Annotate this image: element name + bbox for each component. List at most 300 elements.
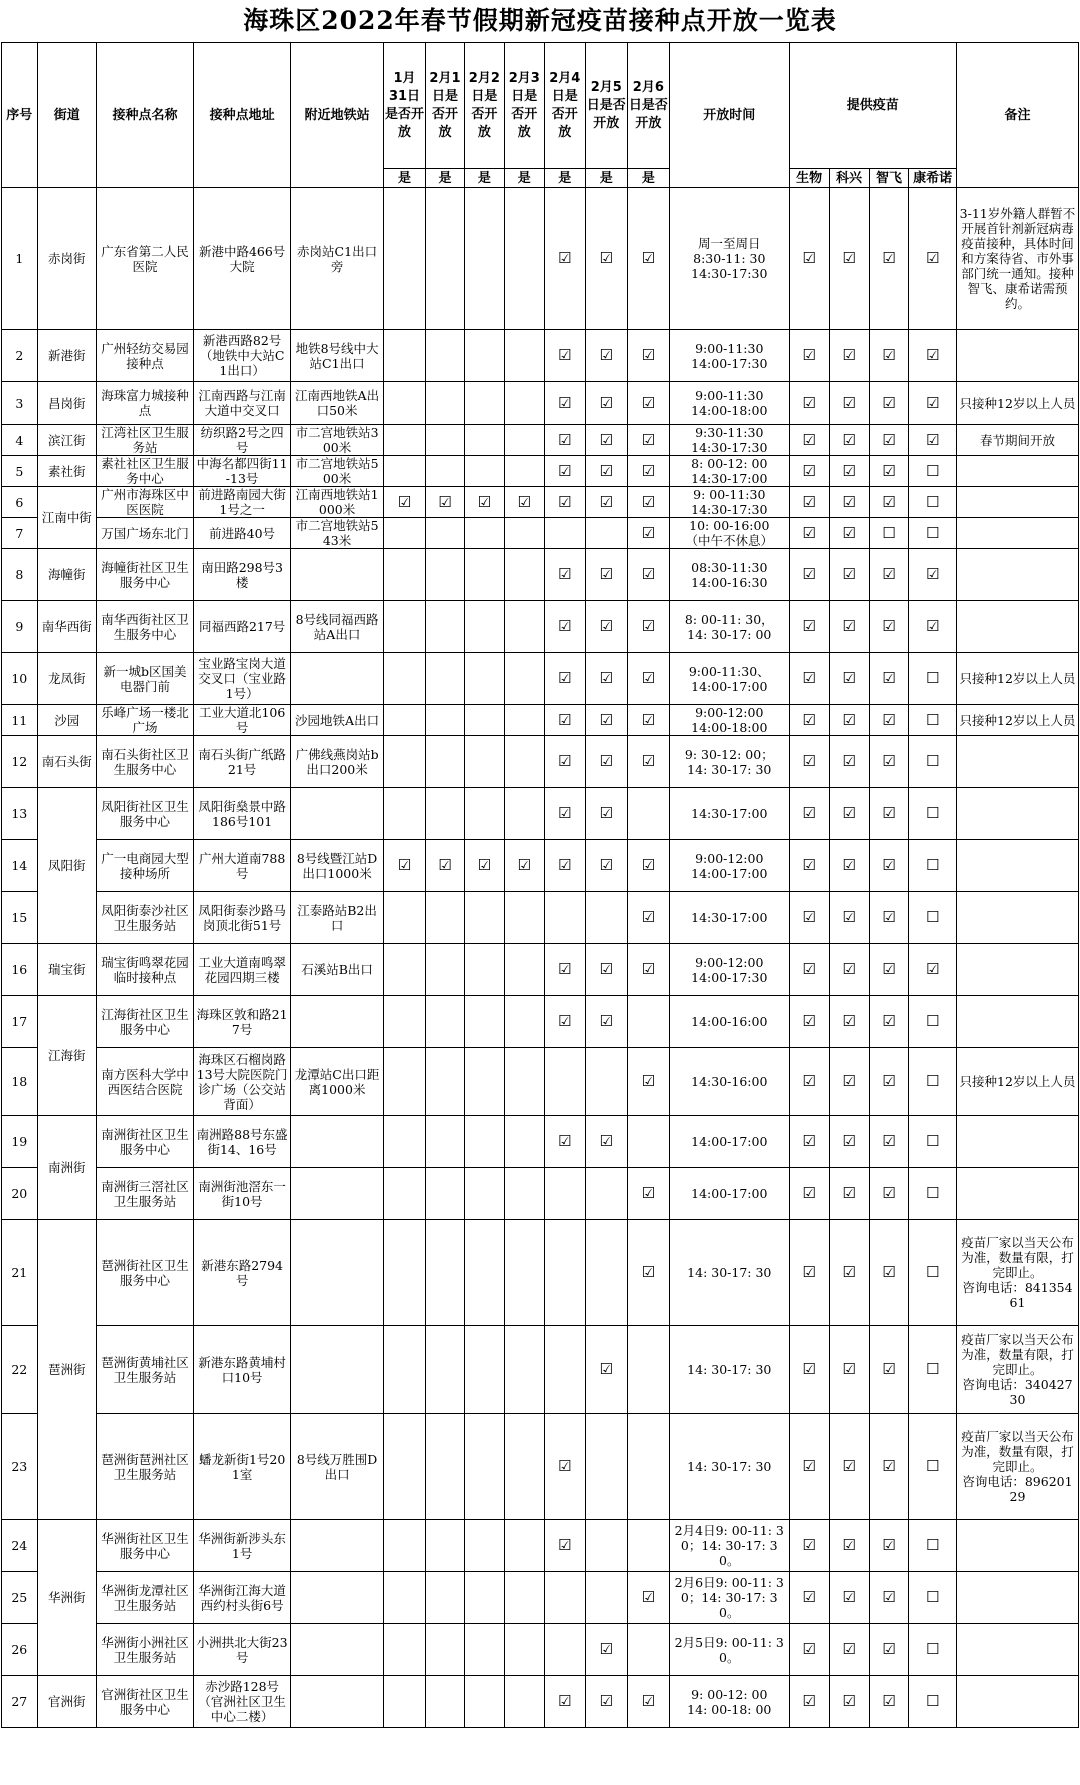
vaccine-cell <box>829 996 869 1048</box>
vaccine-cell <box>869 382 909 425</box>
row-metro <box>291 1326 384 1414</box>
date-open-cell <box>504 653 544 705</box>
remark-line: 春节期间开放 <box>979 432 1055 448</box>
date-open-cell <box>627 892 669 944</box>
checked-box-icon: ☑ <box>842 1536 856 1554</box>
vaccine-cell <box>909 1168 956 1220</box>
hours-line: 14:30-17:30 <box>691 502 768 517</box>
date-open-cell <box>383 601 425 653</box>
date-open-cell <box>464 518 504 549</box>
vaccine-cell <box>829 487 869 518</box>
row-site-name: 广州轻纺交易园接种点 <box>96 330 193 382</box>
vaccine-cell <box>789 705 829 736</box>
header-yes: 是 <box>426 169 465 188</box>
remark-line: 3-11岁外籍人群暂不开展首针剂新冠病毒疫苗接种，具体时间和方案待省、市外事部门统一通知。接种智飞、康希诺需预约。 <box>959 206 1076 311</box>
row-street: 江海街 <box>37 996 96 1116</box>
vaccine-cell <box>869 736 909 788</box>
date-open-cell <box>464 1624 504 1676</box>
checked-box-icon: ☑ <box>882 617 896 635</box>
table-row <box>2 549 1079 601</box>
date-open-cell <box>544 892 585 944</box>
checked-box-icon: ☑ <box>842 1132 856 1150</box>
date-open-cell <box>426 1572 465 1624</box>
row-remark <box>956 330 1078 382</box>
vaccine-cell <box>829 518 869 549</box>
header-yes: 是 <box>504 169 544 188</box>
row-hours <box>669 705 789 736</box>
row-metro: 市二宫地铁站543米 <box>291 518 384 549</box>
table-row <box>2 518 1079 549</box>
checked-box-icon: ☑ <box>558 1536 572 1554</box>
checked-box-icon: ☑ <box>802 960 816 978</box>
row-hours <box>669 1326 789 1414</box>
date-open-cell <box>464 1048 504 1116</box>
date-open-cell <box>426 382 465 425</box>
row-street: 华洲街 <box>37 1520 96 1676</box>
vaccine-cell <box>829 188 869 330</box>
date-open-cell <box>426 1414 465 1520</box>
row-remark <box>956 788 1078 840</box>
date-open-cell <box>544 944 585 996</box>
row-hours <box>669 1116 789 1168</box>
row-site-name: 华洲街龙潭社区卫生服务站 <box>96 1572 193 1624</box>
checked-box-icon: ☑ <box>882 346 896 364</box>
row-site-name: 凤阳街泰沙社区卫生服务站 <box>96 892 193 944</box>
date-open-cell <box>627 996 669 1048</box>
row-seq: 13 <box>2 788 38 840</box>
table-row <box>2 1116 1079 1168</box>
checked-box-icon: ☑ <box>882 492 896 511</box>
row-seq: 2 <box>2 330 38 382</box>
date-open-cell <box>585 788 627 840</box>
date-open-cell <box>627 1572 669 1624</box>
date-open-cell <box>464 1414 504 1520</box>
row-metro <box>291 1220 384 1326</box>
header-date: 2月1日是否开放 <box>426 43 465 169</box>
checked-box-icon: ☑ <box>842 523 856 542</box>
date-open-cell <box>426 456 465 487</box>
checked-box-icon: ☑ <box>558 669 572 687</box>
header-metro: 附近地铁站 <box>291 43 384 188</box>
row-hours <box>669 1572 789 1624</box>
date-open-cell <box>627 1116 669 1168</box>
vaccine-cell <box>869 518 909 549</box>
row-seq: 1 <box>2 188 38 330</box>
row-hours <box>669 840 789 892</box>
date-open-cell <box>585 456 627 487</box>
row-site-name: 华洲街社区卫生服务中心 <box>96 1520 193 1572</box>
date-open-cell <box>627 1326 669 1414</box>
row-metro <box>291 653 384 705</box>
checked-box-icon: ☑ <box>599 565 613 583</box>
checked-box-icon: ☑ <box>842 617 856 635</box>
date-open-cell <box>544 1572 585 1624</box>
date-open-cell <box>464 1220 504 1326</box>
row-hours <box>669 1220 789 1326</box>
date-open-cell <box>464 425 504 456</box>
date-open-cell <box>426 1676 465 1728</box>
date-open-cell <box>464 1116 504 1168</box>
unchecked-box-icon: ☐ <box>925 1263 940 1281</box>
table-row <box>2 425 1079 456</box>
vaccine-cell <box>829 1676 869 1728</box>
unchecked-box-icon: ☐ <box>925 1012 940 1030</box>
date-open-cell <box>383 518 425 549</box>
vaccination-sites-table <box>1 42 1079 1728</box>
checked-box-icon: ☑ <box>599 430 613 449</box>
date-open-cell <box>544 456 585 487</box>
header-date: 2月5日是否开放 <box>585 43 627 169</box>
unchecked-box-icon: ☐ <box>925 1360 940 1378</box>
date-open-cell <box>544 382 585 425</box>
checked-box-icon: ☑ <box>882 1184 896 1202</box>
unchecked-box-icon: ☐ <box>925 1457 940 1475</box>
date-open-cell <box>504 1168 544 1220</box>
date-open-cell <box>504 1326 544 1414</box>
date-open-cell <box>464 1572 504 1624</box>
checked-box-icon: ☑ <box>802 1692 816 1710</box>
unchecked-box-icon: ☐ <box>925 1132 940 1150</box>
table-row <box>2 487 1079 518</box>
header-date: 2月3日是否开放 <box>504 43 544 169</box>
hours-line: 14: 30-17: 30 <box>687 761 772 777</box>
hours-line: 9:00-12:00 <box>695 954 764 970</box>
header-vaccine: 康希诺 <box>909 169 956 188</box>
checked-box-icon: ☑ <box>842 1012 856 1030</box>
vaccine-cell <box>789 788 829 840</box>
header-site: 接种点名称 <box>96 43 193 188</box>
table-row <box>2 1048 1079 1116</box>
unchecked-box-icon: ☐ <box>925 1640 940 1658</box>
checked-box-icon: ☑ <box>641 565 656 583</box>
row-metro: 广佛线燕岗站b出口200米 <box>291 736 384 788</box>
checked-box-icon: ☑ <box>802 908 816 926</box>
date-open-cell <box>464 736 504 788</box>
vaccine-cell <box>909 487 956 518</box>
hours-line: 14: 30-17: 30 <box>687 1265 772 1280</box>
date-open-cell <box>426 892 465 944</box>
unchecked-box-icon: ☐ <box>925 752 940 770</box>
date-open-cell <box>544 1676 585 1728</box>
table-row <box>2 188 1079 330</box>
hours-line: 14:00-17:00 <box>691 865 768 881</box>
checked-box-icon: ☑ <box>517 856 531 874</box>
row-site-name: 江海街社区卫生服务中心 <box>96 996 193 1048</box>
row-address: 宝业路宝岗大道交叉口（宝业路1号） <box>194 653 291 705</box>
hours-line: 14: 00-18: 00 <box>687 1701 772 1717</box>
row-metro <box>291 1116 384 1168</box>
row-street: 凤阳街 <box>37 788 96 944</box>
row-seq: 19 <box>2 1116 38 1168</box>
checked-box-icon: ☑ <box>842 1457 856 1475</box>
vaccine-cell <box>789 1220 829 1326</box>
date-open-cell <box>627 382 669 425</box>
checked-box-icon: ☑ <box>802 1072 816 1090</box>
row-hours <box>669 1676 789 1728</box>
row-seq: 23 <box>2 1414 38 1520</box>
date-open-cell <box>504 705 544 736</box>
date-open-cell <box>383 188 425 330</box>
header-yes: 是 <box>464 169 504 188</box>
row-street: 新港街 <box>37 330 96 382</box>
vaccine-cell <box>869 996 909 1048</box>
table-row <box>2 1326 1079 1414</box>
checked-box-icon: ☑ <box>599 346 613 364</box>
vaccine-cell <box>909 892 956 944</box>
date-open-cell <box>585 736 627 788</box>
row-address: 江南西路与江南大道中交叉口 <box>194 382 291 425</box>
vaccine-cell <box>909 944 956 996</box>
table-row <box>2 1624 1079 1676</box>
header-date: 2月2日是否开放 <box>464 43 504 169</box>
checked-box-icon: ☑ <box>599 1692 613 1710</box>
date-open-cell <box>464 840 504 892</box>
date-open-cell <box>426 1048 465 1116</box>
date-open-cell <box>585 188 627 330</box>
checked-box-icon: ☑ <box>882 908 896 926</box>
checked-box-icon: ☑ <box>882 565 896 583</box>
hours-line: 14:00-16:30 <box>691 574 768 590</box>
vaccine-cell <box>869 1168 909 1220</box>
hours-line: 8: 00-11: 30， <box>684 611 774 627</box>
checked-box-icon: ☑ <box>802 752 816 770</box>
date-open-cell <box>544 601 585 653</box>
date-open-cell <box>585 1572 627 1624</box>
checked-box-icon: ☑ <box>477 856 492 874</box>
unchecked-box-icon: ☐ <box>925 856 940 874</box>
remark-line: 只接种12岁以上人员 <box>959 395 1076 411</box>
checked-box-icon: ☑ <box>802 1184 816 1202</box>
row-street: 赤岗街 <box>37 188 96 330</box>
vaccine-cell <box>829 653 869 705</box>
row-seq: 6 <box>2 487 38 518</box>
date-open-cell <box>383 1326 425 1414</box>
checked-box-icon: ☑ <box>802 393 816 412</box>
date-open-cell <box>585 487 627 518</box>
checked-box-icon: ☑ <box>882 1457 896 1475</box>
vaccine-cell <box>909 425 956 456</box>
row-metro: 8号线万胜围D出口 <box>291 1414 384 1520</box>
checked-box-icon: ☑ <box>882 1692 896 1710</box>
table-row <box>2 1220 1079 1326</box>
date-open-cell <box>585 653 627 705</box>
checked-box-icon: ☑ <box>842 1072 856 1090</box>
remark-line: 疫苗厂家以当天公布为准，数量有限，打完即止。 <box>961 1332 1074 1377</box>
date-open-cell <box>426 736 465 788</box>
date-open-cell <box>426 705 465 736</box>
vaccine-cell <box>789 188 829 330</box>
row-metro <box>291 1676 384 1728</box>
checked-box-icon: ☑ <box>558 752 572 770</box>
checked-box-icon: ☑ <box>641 1263 656 1281</box>
date-open-cell <box>627 1048 669 1116</box>
checked-box-icon: ☑ <box>842 669 856 687</box>
date-open-cell <box>426 188 465 330</box>
vaccine-cell <box>829 382 869 425</box>
date-open-cell <box>504 892 544 944</box>
vaccine-cell <box>789 518 829 549</box>
vaccine-cell <box>869 425 909 456</box>
date-open-cell <box>426 518 465 549</box>
vaccine-cell <box>789 1676 829 1728</box>
vaccine-cell <box>869 892 909 944</box>
date-open-cell <box>504 456 544 487</box>
vaccine-cell <box>909 1572 956 1624</box>
hours-line: 14:00-18:00 <box>691 403 768 418</box>
checked-box-icon: ☑ <box>438 856 452 874</box>
hours-line: 周一至周日 <box>698 236 761 251</box>
date-open-cell <box>383 840 425 892</box>
vaccine-cell <box>829 944 869 996</box>
date-open-cell <box>504 944 544 996</box>
date-open-cell <box>544 1048 585 1116</box>
checked-box-icon: ☑ <box>925 430 940 449</box>
row-remark <box>956 518 1078 549</box>
row-seq: 14 <box>2 840 38 892</box>
vaccine-cell <box>789 549 829 601</box>
date-open-cell <box>426 1326 465 1414</box>
checked-box-icon: ☑ <box>641 856 656 874</box>
row-seq: 4 <box>2 425 38 456</box>
checked-box-icon: ☑ <box>558 856 572 874</box>
row-street: 滨江街 <box>37 425 96 456</box>
date-open-cell <box>464 330 504 382</box>
vaccine-cell <box>829 601 869 653</box>
checked-box-icon: ☑ <box>641 960 656 978</box>
vaccine-cell <box>869 944 909 996</box>
unchecked-box-icon: ☐ <box>925 1072 940 1090</box>
checked-box-icon: ☑ <box>641 1184 656 1202</box>
row-street: 瑞宝街 <box>37 944 96 996</box>
header-yes: 是 <box>585 169 627 188</box>
date-open-cell <box>504 1624 544 1676</box>
row-hours <box>669 1168 789 1220</box>
row-remark <box>956 1624 1078 1676</box>
vaccine-cell <box>829 1220 869 1326</box>
date-open-cell <box>627 425 669 456</box>
date-open-cell <box>627 188 669 330</box>
date-open-cell <box>627 1414 669 1520</box>
row-remark <box>956 601 1078 653</box>
vaccine-cell <box>789 1048 829 1116</box>
row-remark <box>956 1326 1078 1414</box>
row-site-name: 南石头街社区卫生服务中心 <box>96 736 193 788</box>
row-hours <box>669 601 789 653</box>
date-open-cell <box>464 1326 504 1414</box>
vaccine-cell <box>909 788 956 840</box>
date-open-cell <box>464 382 504 425</box>
row-metro: 地铁8号线中大站C1出口 <box>291 330 384 382</box>
row-remark <box>956 1116 1078 1168</box>
checked-box-icon: ☑ <box>842 393 856 412</box>
row-address: 新港西路82号（地铁中大站C1出口） <box>194 330 291 382</box>
date-open-cell <box>504 1116 544 1168</box>
vaccine-cell <box>829 1326 869 1414</box>
date-open-cell <box>627 788 669 840</box>
row-hours <box>669 736 789 788</box>
row-street: 江南中街 <box>37 487 96 549</box>
table-row <box>2 944 1079 996</box>
row-seq: 7 <box>2 518 38 549</box>
table-row <box>2 840 1079 892</box>
unchecked-box-icon: ☐ <box>925 1536 940 1554</box>
row-seq: 11 <box>2 705 38 736</box>
checked-box-icon: ☑ <box>802 1457 816 1475</box>
checked-box-icon: ☑ <box>599 1360 613 1378</box>
row-site-name: 凤阳街社区卫生服务中心 <box>96 788 193 840</box>
table-row <box>2 736 1079 788</box>
vaccine-cell <box>829 330 869 382</box>
date-open-cell <box>544 518 585 549</box>
checked-box-icon: ☑ <box>641 752 656 770</box>
checked-box-icon: ☑ <box>882 393 896 412</box>
row-seq: 25 <box>2 1572 38 1624</box>
unchecked-box-icon: ☐ <box>925 908 940 926</box>
date-open-cell <box>504 1676 544 1728</box>
checked-box-icon: ☑ <box>599 617 613 635</box>
date-open-cell <box>383 944 425 996</box>
date-open-cell <box>627 944 669 996</box>
vaccine-cell <box>909 1414 956 1520</box>
date-open-cell <box>426 1168 465 1220</box>
date-open-cell <box>383 1676 425 1728</box>
vaccine-cell <box>789 892 829 944</box>
remark-line: 咨询电话：34042730 <box>962 1377 1073 1407</box>
vaccine-cell <box>869 653 909 705</box>
checked-box-icon: ☑ <box>599 960 613 978</box>
row-metro <box>291 1624 384 1676</box>
date-open-cell <box>504 601 544 653</box>
header-seq: 序号 <box>2 43 38 188</box>
row-address: 小洲拱北大街23号 <box>194 1624 291 1676</box>
date-open-cell <box>383 736 425 788</box>
row-street: 昌岗街 <box>37 382 96 425</box>
date-open-cell <box>383 1414 425 1520</box>
row-site-name: 海珠富力城接种点 <box>96 382 193 425</box>
header-address: 接种点地址 <box>194 43 291 188</box>
row-metro: 8号线暨江站D出口1000米 <box>291 840 384 892</box>
date-open-cell <box>585 1624 627 1676</box>
date-open-cell <box>426 330 465 382</box>
date-open-cell <box>504 549 544 601</box>
date-open-cell <box>585 892 627 944</box>
date-open-cell <box>504 1414 544 1520</box>
checked-box-icon: ☑ <box>925 617 940 635</box>
hours-line: 2月5日9: 00-11: 30。 <box>674 1634 784 1665</box>
row-metro: 市二宫地铁站500米 <box>291 456 384 487</box>
date-open-cell <box>544 788 585 840</box>
header-vaccine: 生物 <box>789 169 829 188</box>
row-remark <box>956 944 1078 996</box>
date-open-cell <box>426 1520 465 1572</box>
date-open-cell <box>383 382 425 425</box>
unchecked-box-icon: ☐ <box>925 461 940 480</box>
checked-box-icon: ☑ <box>641 523 656 542</box>
row-hours <box>669 1048 789 1116</box>
row-metro <box>291 788 384 840</box>
row-site-name: 琶洲街琶洲社区卫生服务站 <box>96 1414 193 1520</box>
date-open-cell <box>544 840 585 892</box>
vaccine-cell <box>909 736 956 788</box>
date-open-cell <box>544 705 585 736</box>
vaccine-cell <box>789 1168 829 1220</box>
hours-line: 14:00-17:30 <box>691 355 768 371</box>
checked-box-icon: ☑ <box>802 249 816 267</box>
checked-box-icon: ☑ <box>641 710 656 729</box>
date-open-cell <box>383 425 425 456</box>
hours-line: 14:30-17:30 <box>691 266 768 281</box>
checked-box-icon: ☑ <box>802 1132 816 1150</box>
